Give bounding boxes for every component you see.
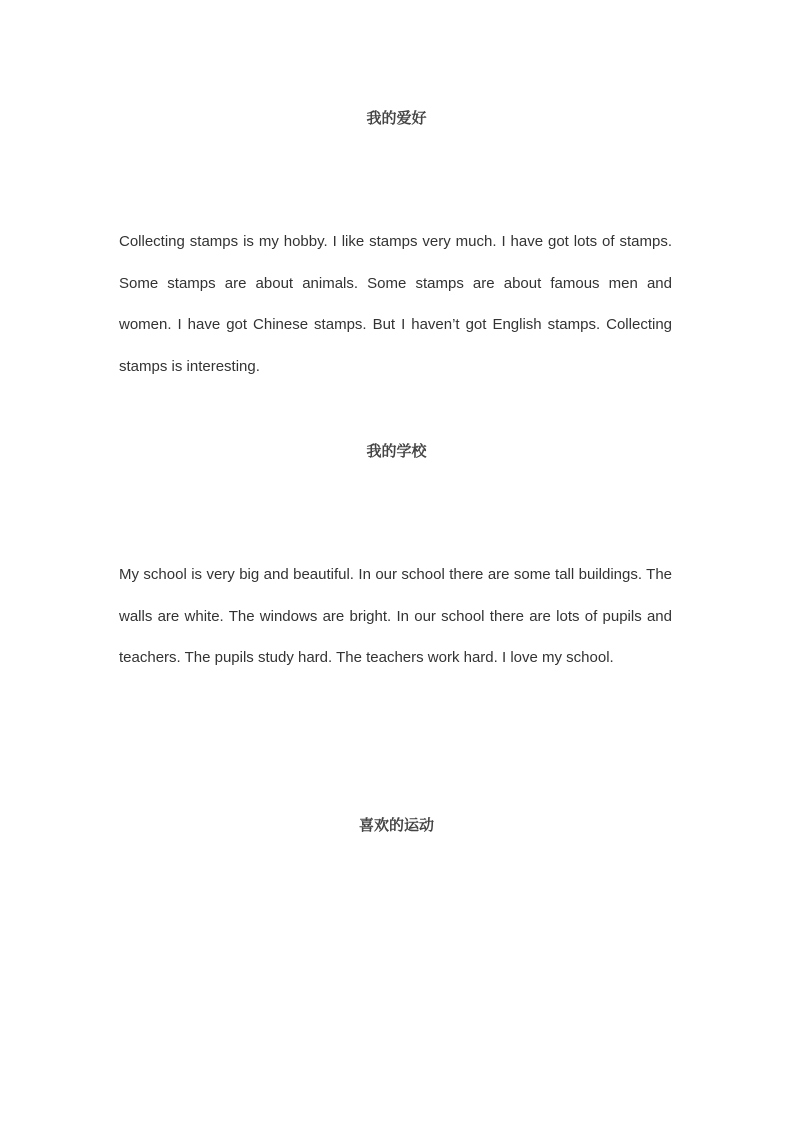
section-heading-sport: 喜欢的运动 [358, 816, 434, 834]
section-heading-school: 我的学校 [366, 442, 427, 460]
section-body-hobby: Collecting stamps is my hobby. I like stamps very much. I have got lots of stamps. Some stamps are about animals. Some stamps are about famous men and women. I have got Chinese stamps. But I haven’t got English stamps. Collecting stamps is interesting. [119, 233, 672, 375]
section-body-school: My school is very big and beautiful. In our school there are some tall buildings. The walls are white. The windows are bright. In our school there are lots of pupils and teachers. The pupils study hard. The teachers work hard. I love my school. [119, 566, 672, 666]
section-heading-hobby: 我的爱好 [366, 109, 427, 127]
